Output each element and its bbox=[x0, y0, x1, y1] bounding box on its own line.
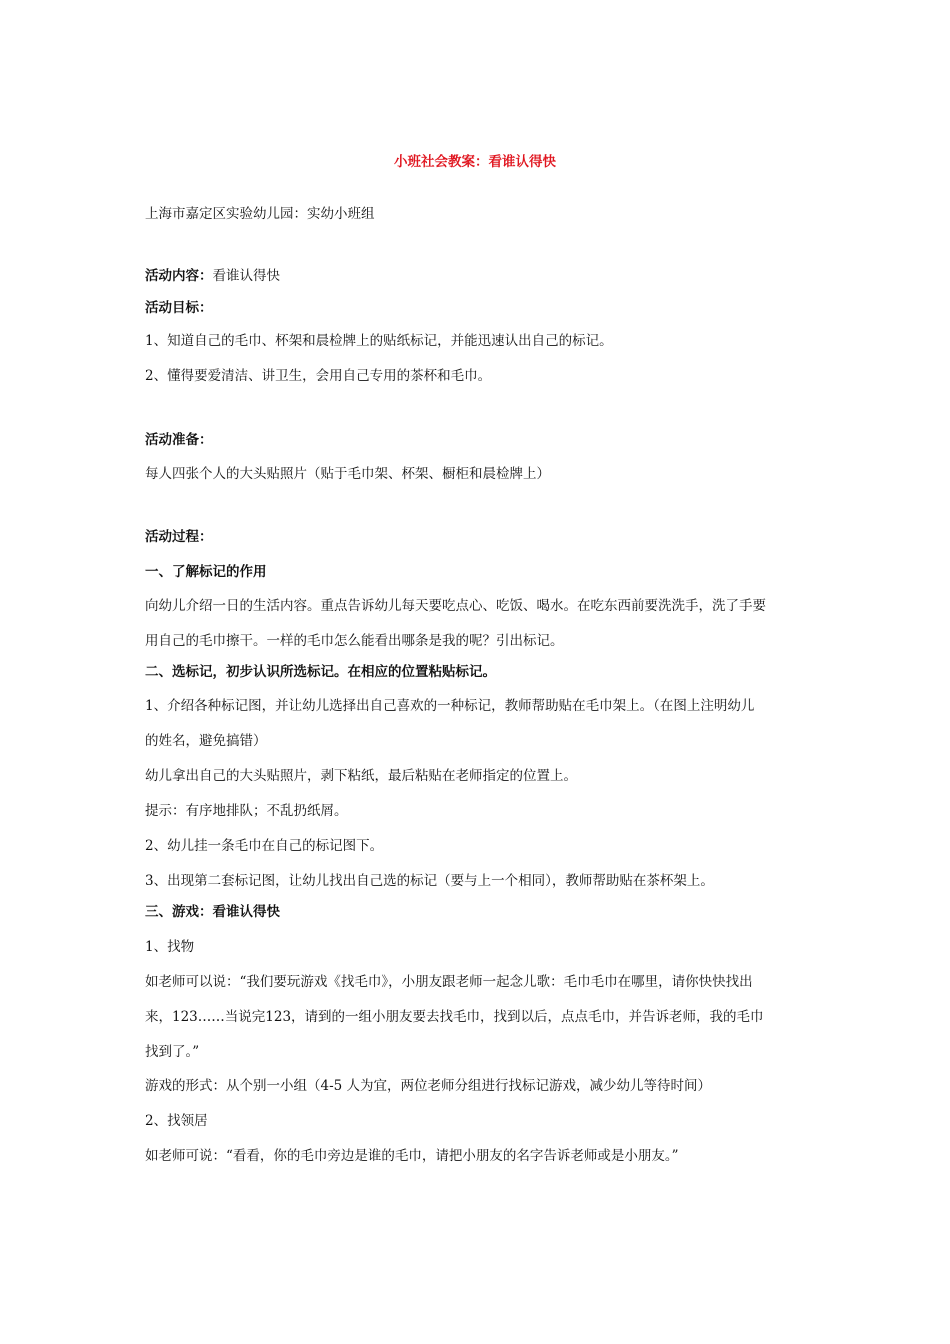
section-3-line-5: 游戏的形式：从个别一小组（4-5 人为宜，两位老师分组进行找标记游戏，减少幼儿等待时间） bbox=[145, 1078, 712, 1094]
section-2-line-6: 3、出现第二套标记图，让幼儿找出自己选的标记（要与上一个相同），教师帮助贴在茶杯架上。 bbox=[145, 873, 714, 889]
section-1-para-line-1: 向幼儿介绍一日的生活内容。重点告诉幼儿每天要吃点心、吃饭、喝水。在吃东西前要洗洗手，洗了手要 bbox=[145, 598, 766, 614]
section-3-line-6: 2、找领居 bbox=[145, 1113, 208, 1129]
section-2-line-2: 的姓名，避免搞错） bbox=[145, 733, 267, 749]
section-1-para-line-2: 用自己的毛巾擦干。一样的毛巾怎么能看出哪条是我的呢？引出标记。 bbox=[145, 633, 564, 649]
section-3-line-1: 1、找物 bbox=[145, 939, 195, 955]
section-1-title: 一、了解标记的作用 bbox=[145, 564, 267, 580]
content-value: 看谁认得快 bbox=[212, 268, 280, 284]
prep-label: 活动准备： bbox=[145, 432, 213, 448]
document-title: 小班社会教案：看谁认得快 bbox=[394, 154, 556, 170]
content-label: 活动内容： bbox=[145, 268, 213, 284]
section-2-line-4: 提示：有序地排队；不乱扔纸屑。 bbox=[145, 803, 348, 819]
prep-text: 每人四张个人的大头贴照片（贴于毛巾架、杯架、橱柜和晨检牌上） bbox=[145, 466, 550, 482]
section-3-line-2: 如老师可以说：“我们要玩游戏《找毛巾》，小朋友跟老师一起念儿歌：毛巾毛巾在哪里，请你快快找出 bbox=[145, 974, 753, 990]
section-2-line-5: 2、幼儿挂一条毛巾在自己的标记图下。 bbox=[145, 838, 384, 854]
section-3-line-4: 找到了。” bbox=[145, 1044, 200, 1060]
section-2-title: 二、选标记，初步认识所选标记。在相应的位置粘贴标记。 bbox=[145, 664, 496, 680]
section-2-line-3: 幼儿拿出自己的大头贴照片，剥下粘纸，最后粘贴在老师指定的位置上。 bbox=[145, 768, 577, 784]
section-2-line-1: 1、介绍各种标记图，并让幼儿选择出自己喜欢的一种标记，教师帮助贴在毛巾架上。（在图上注明幼儿 bbox=[145, 698, 755, 714]
section-3-line-3: 来，123……当说完123，请到的一组小朋友要去找毛巾，找到以后，点点毛巾，并告诉老师，我的毛巾 bbox=[145, 1009, 764, 1025]
goal-item-2: 2、懂得要爱清洁、讲卫生，会用自己专用的茶杯和毛巾。 bbox=[145, 368, 492, 384]
goal-item-1: 1、知道自己的毛巾、杯架和晨检牌上的贴纸标记，并能迅速认出自己的标记。 bbox=[145, 333, 613, 349]
section-3-line-7: 如老师可说：“看看，你的毛巾旁边是谁的毛巾，请把小朋友的名字告诉老师或是小朋友。” bbox=[145, 1148, 679, 1164]
content-line bbox=[145, 267, 280, 285]
goal-label: 活动目标： bbox=[145, 300, 213, 316]
author-line: 上海市嘉定区实验幼儿园：实幼小班组 bbox=[145, 206, 375, 222]
section-3-title: 三、游戏：看谁认得快 bbox=[145, 904, 280, 920]
process-label: 活动过程： bbox=[145, 529, 213, 545]
